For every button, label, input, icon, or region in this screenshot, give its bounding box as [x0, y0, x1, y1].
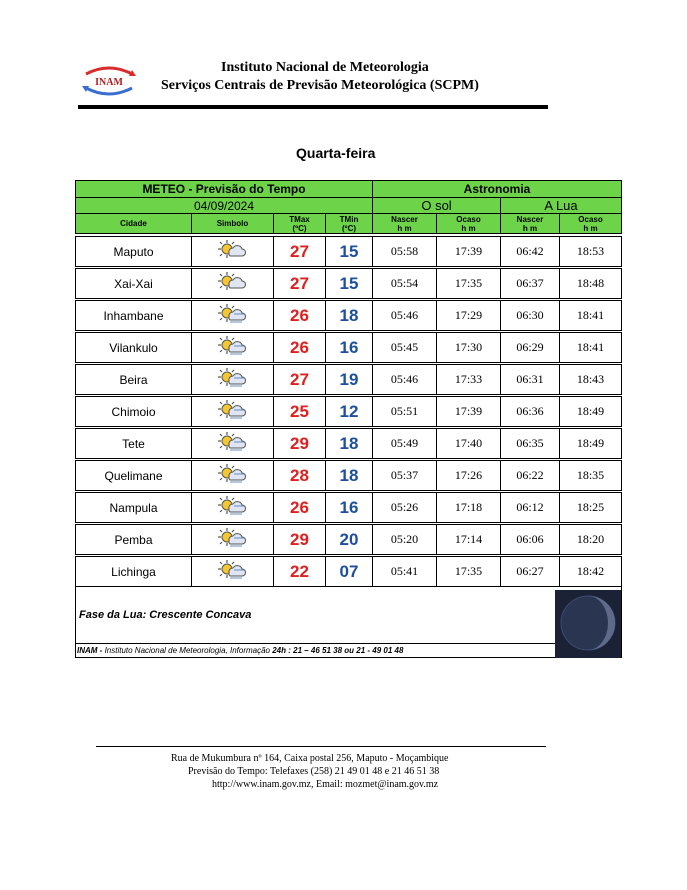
city-name: Quelimane [76, 461, 192, 491]
table-row [76, 525, 622, 555]
table-row [76, 333, 622, 363]
city-name: Lichinga [76, 557, 192, 587]
service-name: Serviços Centrais de Previsão Meteorológica (SCPM) [161, 78, 479, 93]
city-name: Inhambane [76, 301, 192, 331]
col-sun-set [437, 214, 501, 234]
sun-cloud-wind-icon [216, 526, 250, 548]
col-tmin [326, 214, 373, 234]
tmin-value: 20 [326, 525, 373, 555]
moon-set-time: 18:41 [560, 333, 622, 363]
sun-set-time: 17:26 [437, 461, 501, 491]
col-moon-set-label: Ocaso [578, 214, 603, 224]
tmax-value: 27 [274, 365, 326, 395]
header-divider [78, 105, 548, 109]
sun-cloud-icon [216, 238, 250, 260]
moon-rise-time: 06:30 [501, 301, 560, 331]
tmax-value: 28 [274, 461, 326, 491]
weather-symbol [192, 237, 274, 267]
moon-rise-time: 06:36 [501, 397, 560, 427]
moon-header: A Lua [501, 198, 622, 214]
tmin-value: 16 [326, 493, 373, 523]
city-name: Pemba [76, 525, 192, 555]
moon-set-time: 18:49 [560, 429, 622, 459]
sun-cloud-wind-icon [216, 494, 250, 516]
tmax-value: 27 [274, 237, 326, 267]
moon-rise-time: 06:31 [501, 365, 560, 395]
city-name: Maputo [76, 237, 192, 267]
col-sun-set-label: Ocaso [456, 214, 481, 224]
tmin-value: 18 [326, 461, 373, 491]
col-tmax-unit: (ºC) [292, 223, 307, 233]
moon-phase-row [76, 587, 622, 644]
city-name: Vilankulo [76, 333, 192, 363]
col-moon-rise-unit: h m [522, 223, 538, 233]
sun-set-time: 17:33 [437, 365, 501, 395]
sun-rise-time: 05:54 [373, 269, 437, 299]
col-city: Cidade [76, 214, 192, 234]
col-sun-rise-unit: h m [397, 223, 412, 233]
sun-rise-time: 05:46 [373, 301, 437, 331]
moon-phase-text: Fase da Lua: Crescente Concava [76, 587, 622, 644]
table-row [76, 461, 622, 491]
table-title: METEO - Previsão do Tempo [76, 181, 373, 198]
tmin-value: 15 [326, 237, 373, 267]
moon-phase-image [555, 590, 621, 658]
table-row [76, 429, 622, 459]
col-sun-rise-label: Nascer [391, 214, 418, 224]
sun-rise-time: 05:46 [373, 365, 437, 395]
tmax-value: 25 [274, 397, 326, 427]
forecast-table [75, 180, 622, 658]
sun-cloud-wind-icon [216, 366, 250, 388]
sun-cloud-wind-icon [216, 398, 250, 420]
col-moon-rise [501, 214, 560, 234]
city-name: Tete [76, 429, 192, 459]
tmax-value: 27 [274, 269, 326, 299]
sun-rise-time: 05:51 [373, 397, 437, 427]
moon-set-time: 18:20 [560, 525, 622, 555]
sun-set-time: 17:39 [437, 397, 501, 427]
sun-rise-time: 05:58 [373, 237, 437, 267]
col-moon-rise-label: Nascer [516, 214, 544, 224]
weather-symbol [192, 333, 274, 363]
moon-set-time: 18:53 [560, 237, 622, 267]
moon-set-time: 18:35 [560, 461, 622, 491]
col-sun-set-unit: h m [461, 223, 476, 233]
weekday-title: Quarta-feira [296, 145, 376, 161]
info-phones: 24h : 21 – 46 51 38 ou 21 - 49 01 48 [272, 646, 404, 655]
tmin-value: 19 [326, 365, 373, 395]
weather-symbol [192, 493, 274, 523]
city-name: Beira [76, 365, 192, 395]
city-name: Xai-Xai [76, 269, 192, 299]
table-row [76, 365, 622, 395]
sun-rise-time: 05:41 [373, 557, 437, 587]
weather-symbol [192, 429, 274, 459]
col-moon-set [560, 214, 622, 234]
institute-name: Instituto Nacional de Meteorologia [221, 60, 429, 75]
sun-set-time: 17:35 [437, 269, 501, 299]
moon-set-time: 18:49 [560, 397, 622, 427]
tmin-value: 07 [326, 557, 373, 587]
sun-set-time: 17:35 [437, 557, 501, 587]
col-sun-rise [373, 214, 437, 234]
weather-symbol [192, 397, 274, 427]
table-row [76, 397, 622, 427]
info-text: Instituto Nacional de Meteorologia, Informação [104, 646, 270, 655]
info-row [76, 644, 622, 658]
col-tmax-label: TMax [289, 214, 310, 224]
sun-cloud-wind-icon [216, 430, 250, 452]
tmin-value: 12 [326, 397, 373, 427]
inam-logo [78, 64, 140, 98]
tmax-value: 29 [274, 525, 326, 555]
city-name: Chimoio [76, 397, 192, 427]
footer-divider [96, 746, 546, 747]
sun-set-time: 17:40 [437, 429, 501, 459]
tmax-value: 22 [274, 557, 326, 587]
moon-set-time: 18:25 [560, 493, 622, 523]
info-line [76, 644, 622, 658]
moon-rise-time: 06:37 [501, 269, 560, 299]
col-tmin-unit: (ºC) [341, 223, 357, 233]
weather-symbol [192, 525, 274, 555]
sun-rise-time: 05:45 [373, 333, 437, 363]
moon-set-time: 18:41 [560, 301, 622, 331]
moon-rise-time: 06:22 [501, 461, 560, 491]
weather-symbol [192, 301, 274, 331]
col-moon-set-unit: h m [583, 223, 598, 233]
sun-set-time: 17:29 [437, 301, 501, 331]
moon-rise-time: 06:29 [501, 333, 560, 363]
weather-symbol [192, 461, 274, 491]
tmin-value: 18 [326, 429, 373, 459]
tmin-value: 18 [326, 301, 373, 331]
moon-rise-time: 06:42 [501, 237, 560, 267]
moon-set-time: 18:42 [560, 557, 622, 587]
tmax-value: 26 [274, 333, 326, 363]
weather-symbol [192, 557, 274, 587]
col-tmin-label: TMin [339, 214, 359, 224]
sun-rise-time: 05:37 [373, 461, 437, 491]
sun-cloud-wind-icon [216, 302, 250, 324]
astronomy-header: Astronomia [373, 181, 622, 198]
info-prefix: INAM - [77, 646, 103, 655]
table-row [76, 493, 622, 523]
tmin-value: 16 [326, 333, 373, 363]
weather-symbol [192, 269, 274, 299]
moon-rise-time: 06:12 [501, 493, 560, 523]
footer-address: Rua de Mukumbura nº 164, Caixa postal 256, Maputo - Moçambique [171, 753, 449, 764]
tmax-value: 26 [274, 493, 326, 523]
sun-set-time: 17:39 [437, 237, 501, 267]
sun-cloud-wind-icon [216, 334, 250, 356]
sun-header: O sol [373, 198, 501, 214]
forecast-date: 04/09/2024 [76, 198, 373, 214]
col-symbol: Simbolo [192, 214, 274, 234]
footer-phones: Previsão do Tempo: Telefaxes (258) 21 49 01 48 e 21 46 51 38 [188, 766, 440, 777]
sun-set-time: 17:14 [437, 525, 501, 555]
moon-set-time: 18:43 [560, 365, 622, 395]
weather-symbol [192, 365, 274, 395]
moon-set-time: 18:48 [560, 269, 622, 299]
sun-cloud-icon [216, 270, 250, 292]
col-tmax [274, 214, 326, 234]
table-row [76, 301, 622, 331]
tmin-value: 15 [326, 269, 373, 299]
footer-web: http://www.inam.gov.mz, Email: mozmet@inam.gov.mz [212, 779, 439, 790]
sun-cloud-wind-icon [216, 462, 250, 484]
sun-rise-time: 05:20 [373, 525, 437, 555]
city-name: Nampula [76, 493, 192, 523]
tmax-value: 29 [274, 429, 326, 459]
tmax-value: 26 [274, 301, 326, 331]
sun-set-time: 17:30 [437, 333, 501, 363]
sun-cloud-wind-icon [216, 558, 250, 580]
moon-rise-time: 06:27 [501, 557, 560, 587]
moon-rise-time: 06:06 [501, 525, 560, 555]
table-row [76, 557, 622, 587]
logo-text: INAM [95, 77, 123, 88]
moon-rise-time: 06:35 [501, 429, 560, 459]
sun-rise-time: 05:26 [373, 493, 437, 523]
sun-rise-time: 05:49 [373, 429, 437, 459]
sun-set-time: 17:18 [437, 493, 501, 523]
table-row [76, 237, 622, 267]
table-row [76, 269, 622, 299]
